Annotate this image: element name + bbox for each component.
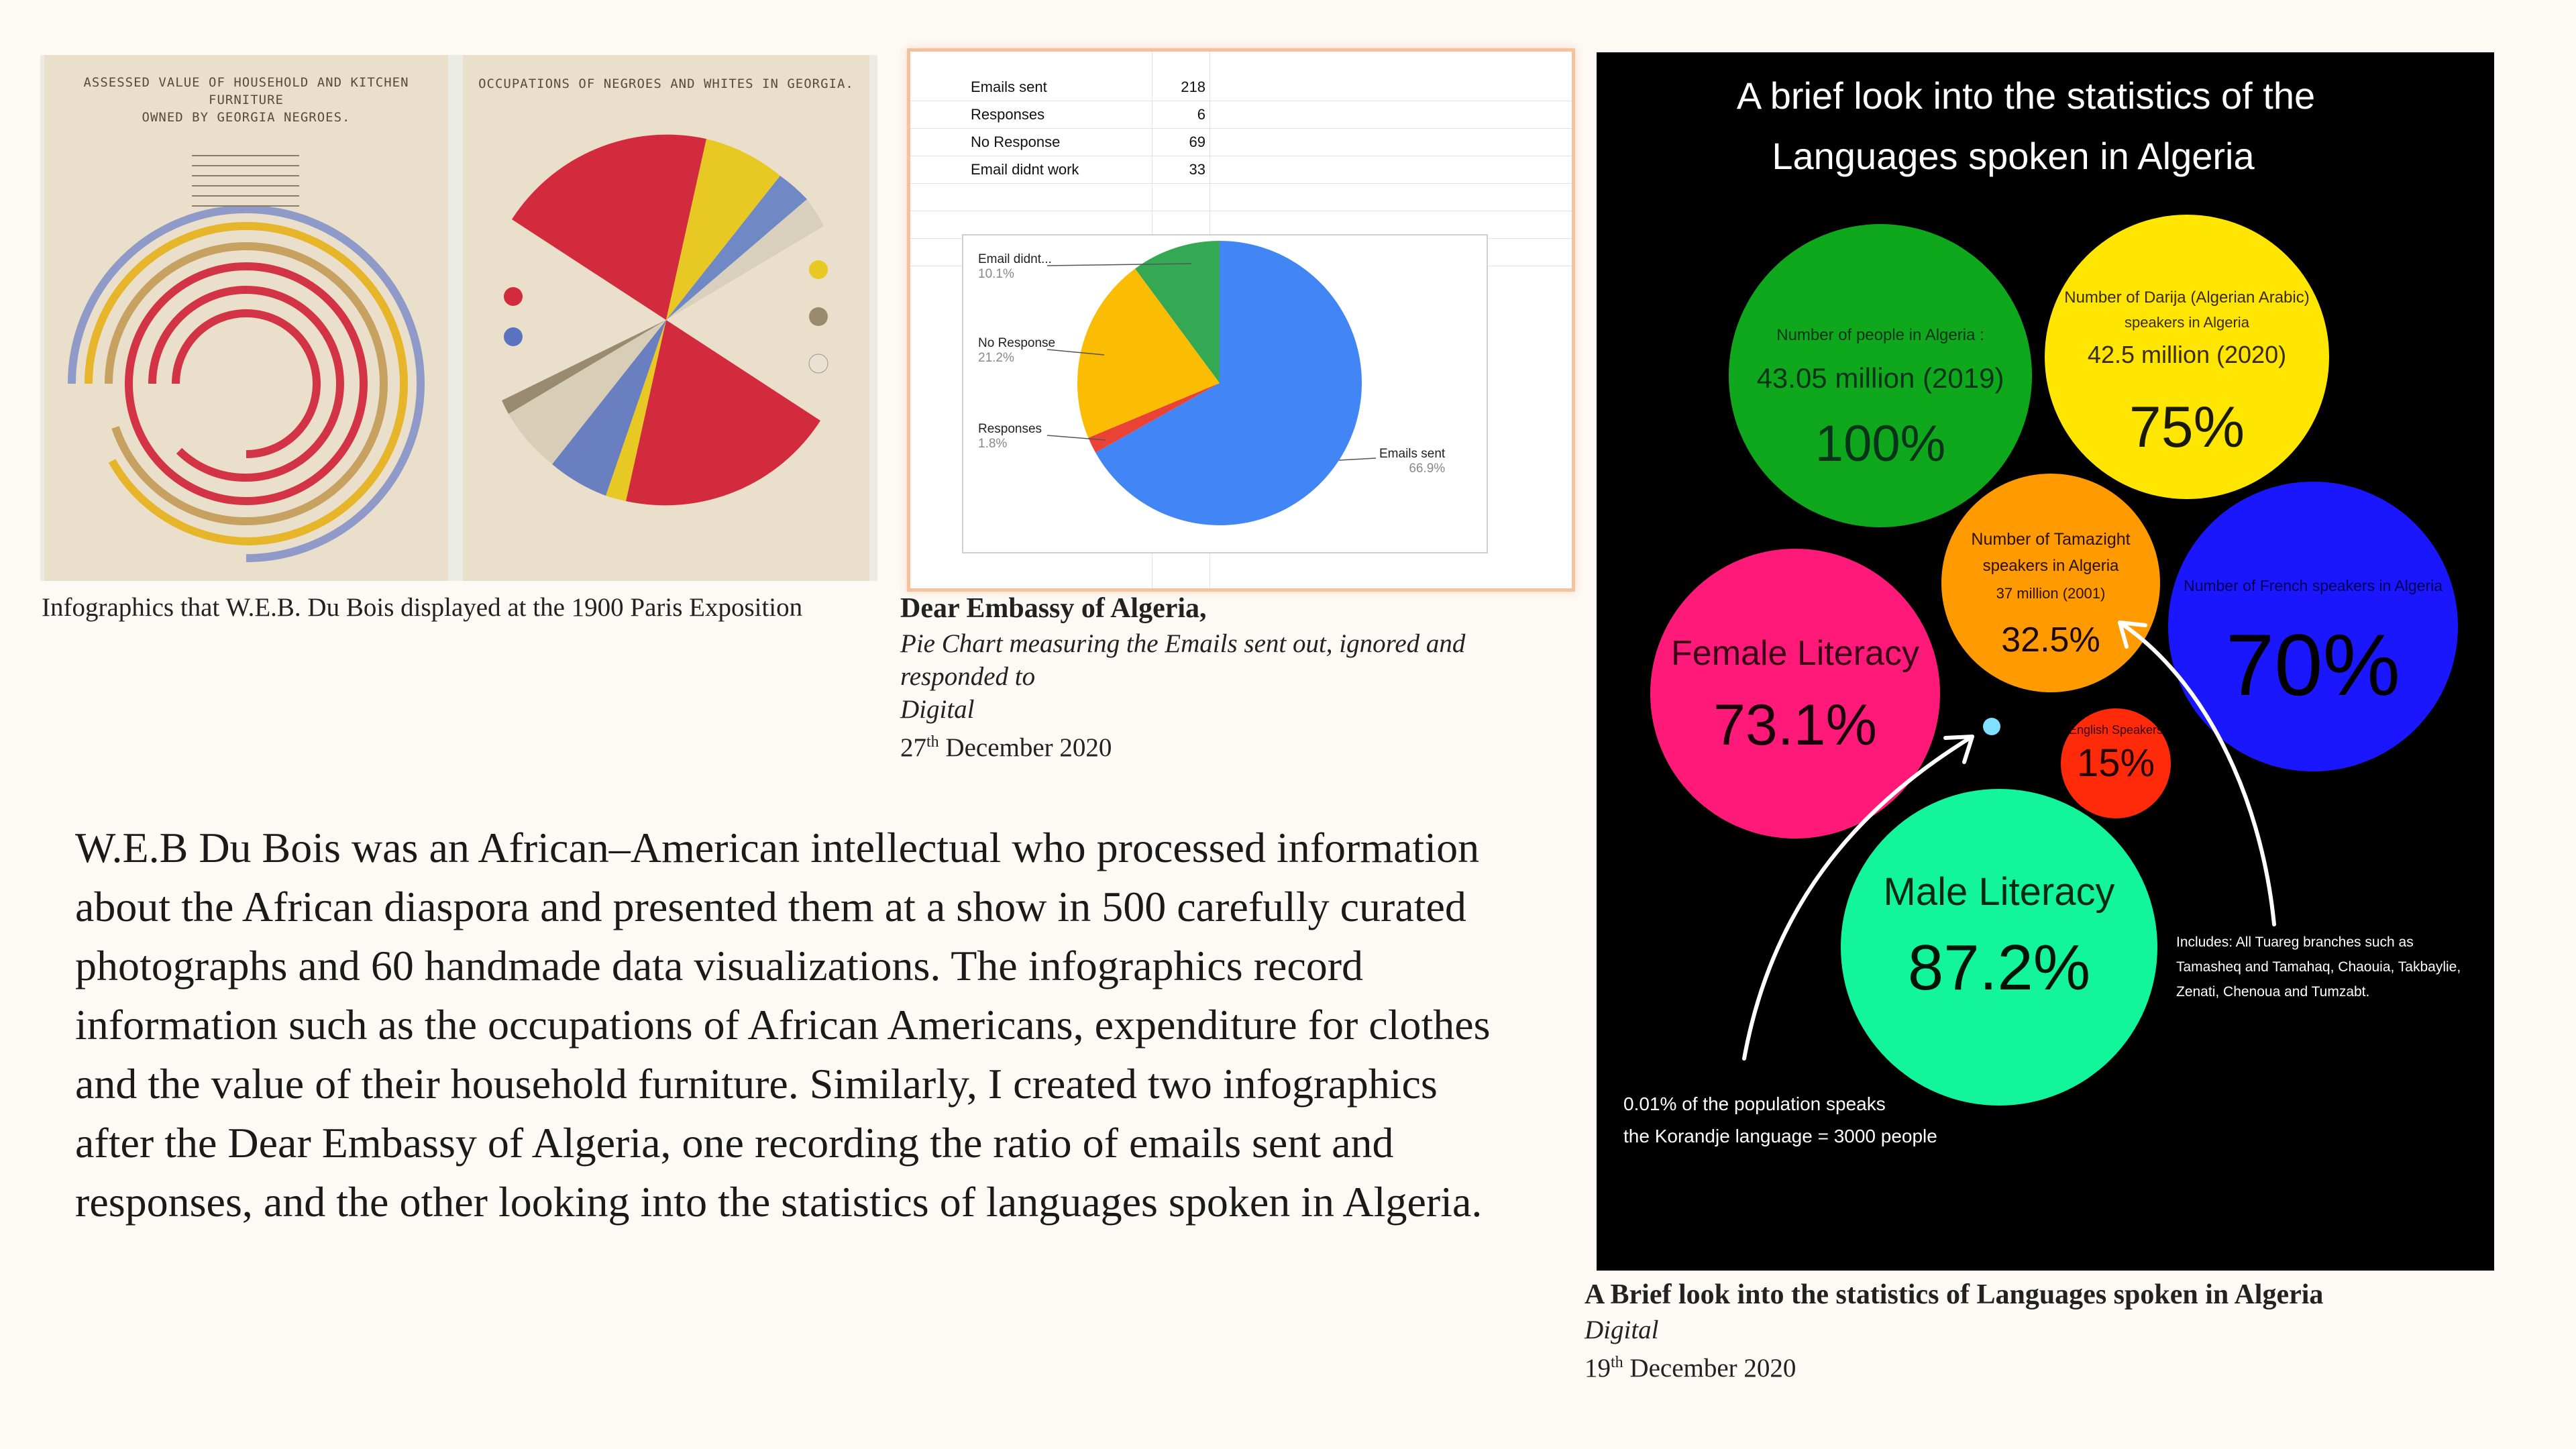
pie-chart-box [962,234,1488,553]
spiral-1880 [152,290,340,478]
poster-caption-medium: Digital [1585,1316,1659,1344]
pie-label-email-didnt: Email didnt... 10.1% [978,252,1052,281]
table-row [910,156,1572,184]
darija-label2: speakers in Algeria [2125,314,2249,331]
darija-value: 42.5 million (2020) [2087,341,2287,368]
occupations-plate [463,55,869,581]
spiral-1875 [176,313,317,454]
tamazight-label2: speakers in Algeria [1982,557,2119,575]
korandje-arrow [1744,737,1972,1059]
spiral-1895 [89,226,404,541]
female-literacy-pct: 73.1% [1713,693,1877,757]
pie-chart [963,235,1487,552]
darija-label1: Number of Darija (Algerian Arabic) [2064,288,2310,307]
row-label: Responses [971,106,1045,123]
languages-poster [1597,52,2494,1271]
row-label: Email didnt work [971,161,1079,178]
email-spreadsheet [907,48,1575,592]
pie-label-emails-sent: Emails sent 66.9% [1379,447,1446,476]
spiral-1899 [72,209,421,558]
tamazight-value: 37 million (2001) [1996,585,2106,602]
row-label: No Response [971,133,1061,150]
tamazight-arrow [2120,623,2274,924]
embassy-caption-medium: Digital [900,695,975,724]
poster-title-line1: A brief look into the statistics of the [1736,74,2316,117]
dubois-images [40,55,877,581]
poster-caption-date: 19th December 2020 [1585,1354,1796,1383]
population-label: Number of people in Algeria : [1776,326,1984,344]
tuareg-note-line3: Zenati, Chenoua and Tumzabt. [2176,984,2370,1000]
korandje-note-line1: 0.01% of the population speaks [1623,1093,1886,1114]
row-value: 6 [1197,106,1205,123]
row-value: 218 [1181,78,1205,95]
furniture-spiral-chart [44,55,448,581]
population-value: 43.05 million (2019) [1756,362,2004,394]
poster-caption-title: A Brief look into the statistics of Languages spoken in Algeria [1585,1279,2324,1310]
poster-caption [1585,1279,2537,1385]
legend-lines [192,156,299,206]
pie-label-no-response: No Response 21.2% [978,336,1056,365]
english-pct: 15% [2076,741,2155,785]
darija-pct: 75% [2129,395,2245,460]
furniture-plate-title: ASSESSED VALUE OF HOUSEHOLD AND KITCHEN FURNITURE OWNED BY GEORGIA NEGROES. [83,75,409,125]
tuareg-note-line1: Includes: All Tuareg branches such as [2176,934,2414,950]
female-literacy-label: Female Literacy [1671,634,1919,673]
occupations-plate-title: OCCUPATIONS OF NEGROES AND WHITES IN GEORGIA. [478,76,854,91]
row-value: 69 [1189,133,1205,150]
tamazight-pct: 32.5% [2001,621,2100,659]
table-row [910,128,1572,156]
tuareg-note-line2: Tamasheq and Tamahaq, Chaouia, Takbaylie, [2176,959,2461,975]
embassy-caption-title: Dear Embassy of Algeria, [900,593,1207,624]
french-pct: 70% [2225,616,2401,714]
spiral-1885 [129,266,364,501]
row-value: 33 [1189,161,1205,178]
embassy-caption [900,592,1544,764]
poster-title-line2: Languages spoken in Algeria [1772,135,2255,177]
intro-paragraph: W.E.B Du Bois was an African–American intellectual who processed information about the African diaspora and presented them at a show in 500 carefully curated photographs and 60 handmade data visualizations. The infographics record information such as the occupations of African Americans, expenditure for clothes and the value of their household furniture. Similarly, I created two infographics after the Dear Embassy of Algeria, one recording the ratio of emails sent and responses, and the other looking into the statistics of languages spoken in Algeria. [75,824,1491,1226]
embassy-caption-date: 27th December 2020 [900,733,1112,762]
english-label: English Speakers [2068,723,2163,737]
population-pct: 100% [1815,415,1946,472]
embassy-caption-desc: Pie Chart measuring the Emails sent out, ignored and responded to [900,629,1466,691]
korandje-note-line2: the Korandje language = 3000 people [1623,1126,1937,1146]
annotation-arrows [1597,52,2494,1271]
row-label: Emails sent [971,78,1047,95]
pie-label-responses: Responses 1.8% [978,422,1042,451]
occupations-fan-chart [463,55,869,581]
french-label: Number of French speakers in Algeria [2183,577,2443,594]
tamazight-label1: Number of Tamazight [1971,530,2131,549]
male-literacy-pct: 87.2% [1907,932,2091,1004]
furniture-plate [44,55,448,581]
dubois-caption: Infographics that W.E.B. Du Bois displayed at the 1900 Paris Exposition [42,593,803,622]
male-literacy-label: Male Literacy [1883,870,2115,914]
table-row [910,73,1572,101]
table-row [910,101,1572,129]
